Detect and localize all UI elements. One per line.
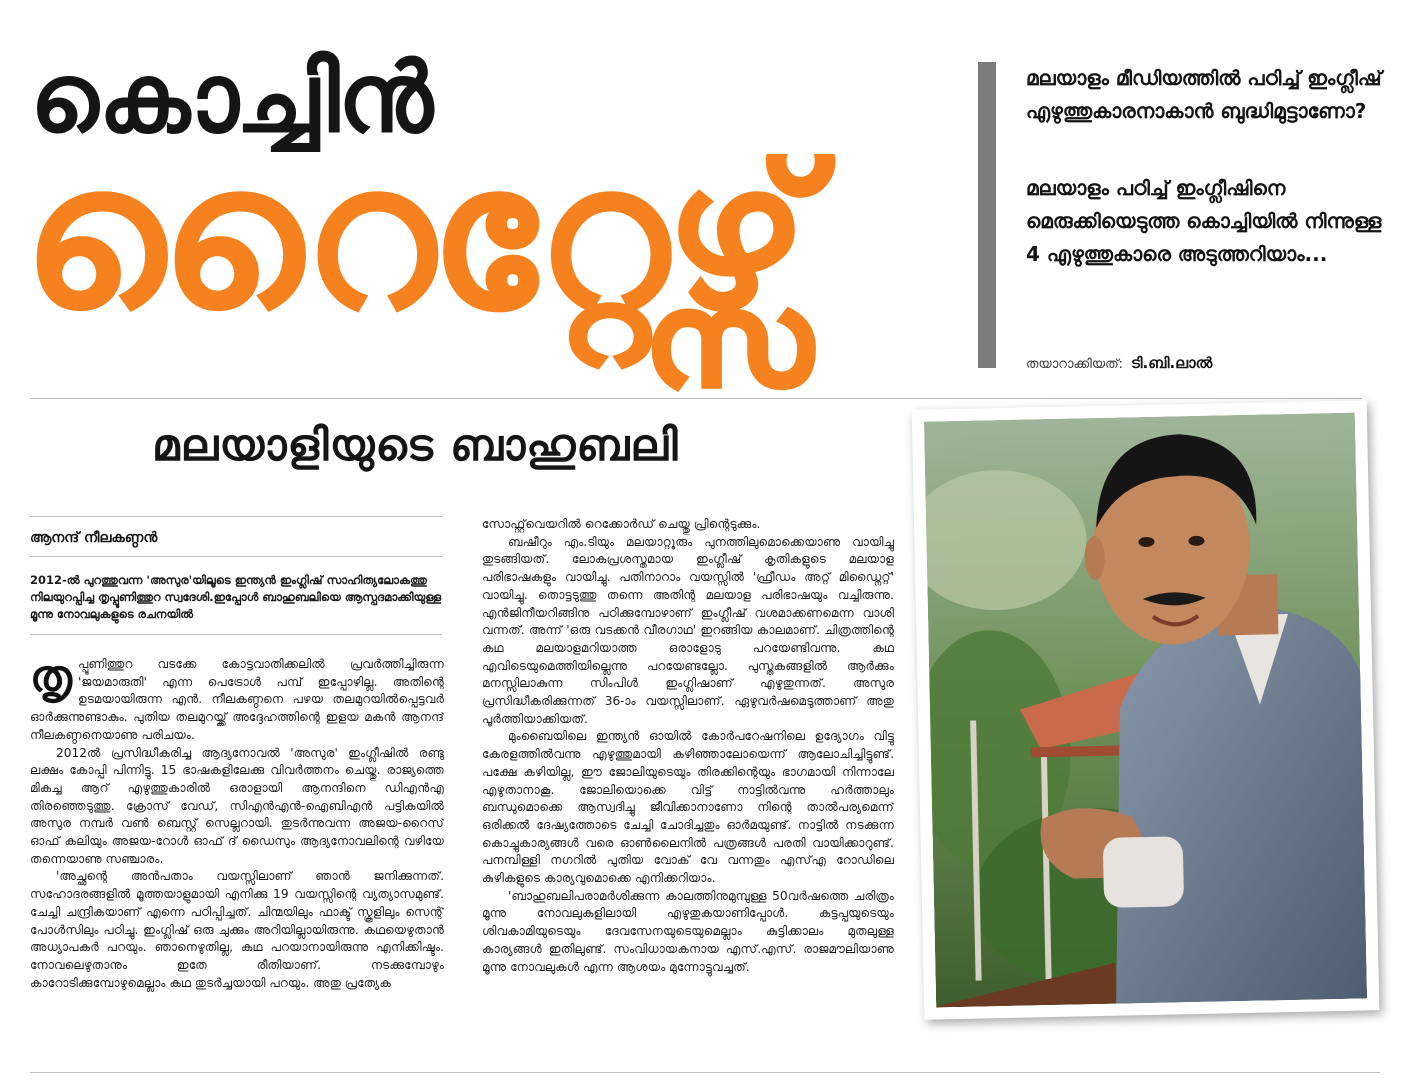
masthead-title-line2: റൈറ്റേഴ്സ് [22, 121, 804, 354]
masthead-title-line1: കൊച്ചിൻ [30, 42, 432, 154]
sidebar-accent-bar [978, 62, 996, 368]
article-column-1 [30, 656, 444, 1068]
paragraph: 'ബാഹുബലിപരാമർശിക്കുന്ന കാലത്തിനുമുമ്പുള്ള 50വർഷത്തെ ചരിത്രം മൂന്നു നോവലുകളിലായി എഴുതുകയാണിപ്പോൾ. കട്ടപ്പയുടെയും ശിവകാമിയുടെയും ദേവസേനയുടെയുമെല്ലാം കുട്ടിക്കാലം മുതലുള്ള കാര്യങ്ങൾ ഇതിലുണ്ട്. സംവിധായകനായ എസ്.എസ്. രാജമൗലിയാണു മൂന്നു നോവലുകൾ എന്ന ആശയം മുന്നോട്ടുവച്ചത്. [482, 888, 894, 974]
paragraph: 2012ൽ പ്രസിദ്ധീകരിച്ച ആദ്യനോവൽ 'അസുര' ഇംഗ്ലീഷിൽ രണ്ടു ലക്ഷം കോപ്പി പിന്നിട്ടു. 15 ഭാഷകളിലേക്കു വിവർത്തനം ചെയ്തു. രാജ്യത്തെ മികച്ച ആറ് എഴുത്തുകാരിൽ ഒരാളായി ആനന്ദിനെ ഡിഎൻഎ തിരഞ്ഞെടുത്തു. ക്രോസ് വേഡ്, സിഎൻഎൻ-ഐബിഎൻ പട്ടികയിൽ അസുര നമ്പർ വൺ ബെസ്റ്റ് സെല്ലറായി. തുടർന്നുവന്ന അജയ-റൈസ് ഓഫ് കലിയും അജയ-റോൾ ഓഫ് ദ് ഡൈസും ആദ്യനോവലിന്റെ വഴിയേ തന്നെയാണു സഞ്ചാരം. [30, 745, 444, 866]
credit-label: തയാറാക്കിയത്: [1026, 357, 1124, 372]
paragraph: സോഫ്റ്റ്‌വെയറിൽ റെക്കോർഡ് ചെയ്തു പ്രിന്റെടുക്കും. [482, 517, 761, 531]
credit-line [1026, 354, 1212, 372]
intro-rule [30, 634, 442, 635]
credit-name: ടി.ബി.ലാൽ [1131, 354, 1213, 372]
section-divider [30, 398, 1362, 399]
bottom-rule [30, 1072, 1380, 1073]
author-photo-frame [912, 400, 1380, 1019]
paragraph: മുംബൈയിലെ ഇന്ത്യൻ ഓയിൽ കോർപറേഷനിലെ ഉദ്യോഗം വിട്ടു കേരളത്തിൽവന്നു എഴുത്തുമായി കഴിഞ്ഞാലോയെന്ന് ആലോചിച്ചിട്ടുണ്ട്. പക്ഷേ കഴിയില്ല, ഈ ജോലിയുടെയും തിരക്കിന്റെയും ഭാഗമായി നിന്നാലേ എഴുതാനാകൂ. ജോലിയൊക്കെ വിട്ട് നാട്ടിൽവന്നു ഹർത്താലും ബന്ധുമൊക്കെ ആസ്വദിച്ചു ജീവിക്കാനാണോ നിന്റെ താൽപര്യമെന്ന് ഒരിക്കൽ ദേഷ്യത്തോടെ ചേച്ചി ചോദിച്ചതും ഓർമയുണ്ട്. നാട്ടിൽ നടക്കുന്ന കൊച്ചുകാര്യങ്ങൾ വരെ ഓൺലൈനിൽ പത്രങ്ങൾ പരതി വായിക്കാറുണ്ട്. പനമ്പിള്ളി നഗറിൽ പുതിയ വോക് വേ വന്നതും എസ്എ റോഡിലെ കുഴികളുടെ കാര്യവുമൊക്കെ എനിക്കറിയാം. [482, 729, 894, 886]
paragraph: 'അച്ഛന്റെ അൻപതാം വയസ്സിലാണ് ഞാൻ ജനിക്കുന്നത്. സഹോദരങ്ങളിൽ മൂത്തയാളുമായി എനിക്കു 19 വയസ്സിന്റെ വ്യത്യാസമുണ്ട്. ചേച്ചി ചന്ദ്രികയാണ് എന്നെ പഠിപ്പിച്ചത്. ചിന്മയിലും ഫാക്ട് സ്കൂളിലും സെന്റ് പോൾസിലും പഠിച്ചു. ഇംഗ്ലിഷ് ഒരു ചുക്കും അറിയില്ലായിരുന്നു. കഥയെഴുതാൻ അധ്യാപകർ പറയും. ഞാനെഴുതില്ല, കഥ പറയാനായിരുന്നു എനിക്കിഷ്ടം. നോവലെഴുതാനും ഇതേ രീതിയാണ്. നടക്കുമ്പോഴും കാറോടിക്കുമ്പോഴുമെല്ലാം കഥ തുടർച്ചയായി പറയും. അതു പ്രത്യേക [30, 869, 444, 990]
paragraph: തൃപ്പൂണിത്തുറ വടക്കേ കോട്ടവാതിക്കലിൽ പ്രവർത്തിച്ചിരുന്ന 'ജയമാരുതി' എന്ന പെട്രോൾ പമ്പ് ഇപ്പോഴില്ല. അതിന്റെ ഉടമയായിരുന്ന എൻ. നീലകണ്ഠനെ പഴയ തലമുറയിൽപ്പെട്ടവർ ഓർക്കുന്നുണ്ടാകും. പുതിയ തലമുറയ്ക്ക് അദ്ദേഹത്തിന്റെ ഇളയ മകൻ ആനന്ദ് നീലകണ്ഠനെയാണു പരിചയം. [30, 656, 444, 742]
byline-rule-top [30, 516, 442, 517]
author-portrait-illustration [924, 413, 1367, 1008]
paragraph: ബഷീറും എം.ടിയും മലയാറ്റൂരും പുനത്തിലുമൊക്കെയാണു വായിച്ചു തുടങ്ങിയത്. ലോകപ്രശസ്തമായ ഇംഗ്ലീഷ് കൃതികളുടെ മലയാള പരിഭാഷകളും വായിച്ചു. പതിനാറാം വയസ്സിൽ 'ഫ്രീഡം അറ്റ് മിഡ്നൈറ്റ്' വായിച്ചു. തൊട്ടടുത്തു തന്നെ അതിന്റ മലയാള പരിഭാഷയും വച്ചിരുന്നു. എൻജിനീയറിങ്ങിനു പഠിക്കുമ്പോഴാണ് ഇംഗ്ലീഷ് വശമാക്കണമെന്ന വാശി വന്നത്. അന്ന് 'ഒരു വടക്കൻ വീരഗാഥ' ഇറങ്ങിയ കാലമാണ്. ചിത്രത്തിന്റെ കഥ മലയാളമറിയാത്ത ഒരാളോടു പറയേണ്ടിവന്നു. കഥ എവിടെയുമെത്തിയില്ലെന്നു പറയേണ്ടല്ലോ. പുസ്തകങ്ങളിൽ ആർക്കും മനസ്സിലാകുന്ന സിംപിൾ ഇംഗ്ലിഷാണ് എഴുതുന്നത്. അസുര പ്രസിദ്ധീകരിക്കുന്നത് 36-ാം വയസ്സിലാണ്. ഏഴുവർഷമെടുത്താണ് അതു പൂർത്തിയാക്കിയത്. [482, 534, 894, 726]
article-headline: മലയാളിയുടെ ബാഹുബലി [152, 420, 679, 471]
article-column-2 [482, 516, 894, 1066]
article-intro: 2012-ൽ പുറത്തുവന്ന 'അസുര'യിലൂടെ ഇന്ത്യൻ ഇംഗ്ലിഷ് സാഹിത്യലോകത്തു നിലയുറപ്പിച്ച തൃപ്പൂണിത്തുറ സ്വദേശി.ഇപ്പോൾ ബാഹുബലിയെ ആസ്പദമാക്കിയുള്ള മൂന്നു നോവലുകളുടെ രചനയിൽ [30, 573, 442, 621]
drop-cap: തൃ [30, 656, 72, 702]
byline-rule [30, 556, 442, 557]
author-photo [924, 413, 1367, 1008]
author-byline: ആനന്ദ് നീലകണ്ഠൻ [30, 530, 158, 546]
teaser-answer: മലയാളം പഠിച്ച് ഇംഗ്ലീഷിനെ മെരുക്കിയെടുത്ത കൊച്ചിയിൽ നിന്നുള്ള 4 എഴുത്തുകാരെ അടുത്തറിയാം... [1026, 176, 1382, 266]
teaser-question: മലയാളം മീഡിയത്തിൽ പഠിച്ച് ഇംഗ്ലീഷ് എഴുത്തുകാരനാകാൻ ബുദ്ധിമുട്ടാണോ? [1026, 66, 1382, 123]
